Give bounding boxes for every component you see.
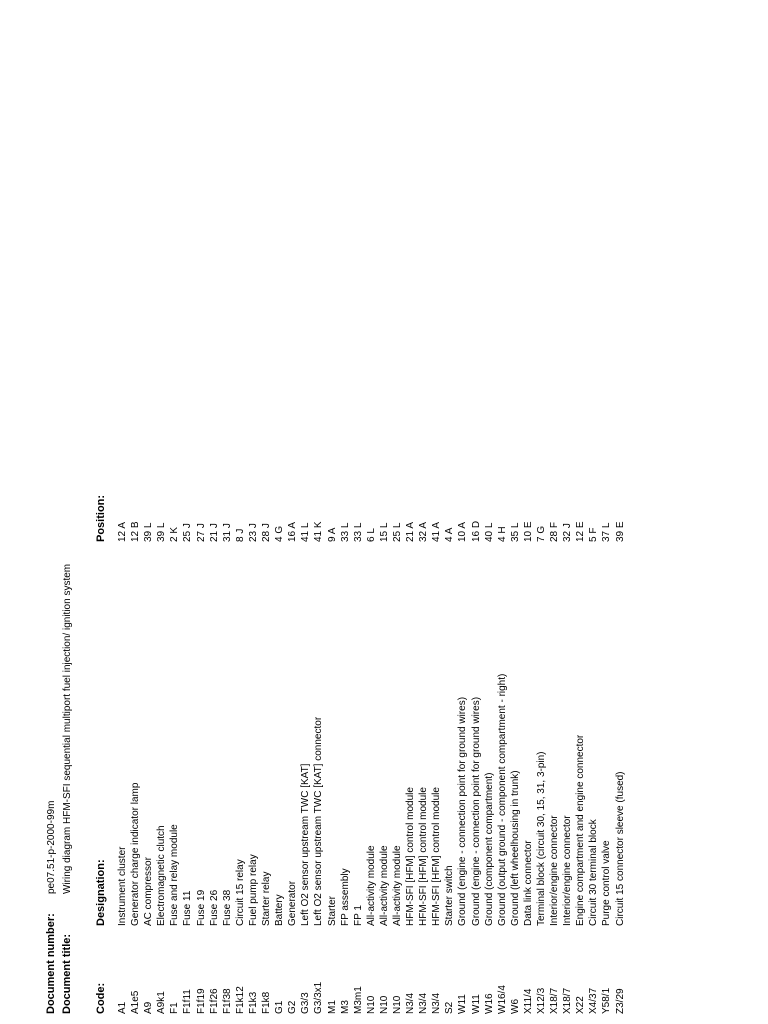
table-row	[181, 494, 194, 1014]
row-code: F1f19	[195, 988, 207, 1014]
row-designation: All-activity module	[378, 845, 390, 926]
row-designation: FP assembly	[339, 868, 351, 926]
row-code: F1k8	[261, 991, 273, 1014]
table-row	[522, 494, 535, 1014]
document-title-value: Wiring diagram HFM-SFI sequential multiport fuel injection/ ignition system	[62, 563, 73, 894]
table-row	[352, 494, 365, 1014]
table-row	[299, 494, 312, 1014]
document-title-label: Document title:	[61, 933, 73, 1014]
row-designation: Electromagnetic clutch	[156, 825, 168, 926]
table-row	[548, 494, 561, 1014]
table-row	[142, 494, 155, 1014]
row-designation: AC compressor	[143, 857, 155, 926]
row-designation: Data link connector	[522, 840, 534, 926]
row-designation: Circuit 15 connector sleeve (fused)	[614, 771, 626, 926]
row-position: 8 J	[234, 528, 246, 542]
table-row	[574, 494, 587, 1014]
row-code: W11	[457, 994, 469, 1014]
table-row	[456, 494, 469, 1014]
row-position: 10 E	[522, 521, 534, 542]
row-position: 16 D	[470, 520, 482, 542]
table-row	[496, 494, 509, 1014]
row-position: 33 L	[352, 522, 364, 542]
row-code: G2	[287, 1000, 299, 1014]
row-designation: HFM-SFI [HFM] control module	[431, 787, 443, 926]
row-position: 32 A	[418, 521, 430, 542]
component-list	[116, 494, 627, 1014]
row-code: X18/7	[562, 987, 574, 1014]
row-code: N10	[391, 995, 403, 1014]
row-code: M1	[326, 1000, 338, 1014]
row-code: X4/37	[588, 987, 600, 1014]
row-position: 7 G	[536, 525, 547, 542]
row-position: 33 L	[339, 522, 351, 542]
row-position: 41 K	[313, 521, 325, 542]
row-code: N3/4	[418, 992, 430, 1014]
row-position: 12 E	[575, 521, 587, 542]
row-code: S2	[444, 1001, 456, 1014]
row-code: X11/4	[522, 988, 534, 1014]
row-designation: Ground (component compartment)	[483, 772, 495, 926]
row-designation: Battery	[274, 894, 286, 926]
row-designation: Circuit 30 terminal block	[588, 819, 600, 926]
row-designation: Ground (left wheelhousing in trunk)	[509, 770, 521, 926]
row-code: F1f11	[182, 989, 194, 1014]
row-position: 10 A	[457, 521, 469, 542]
table-row	[365, 494, 378, 1014]
column-header-code: Code:	[95, 982, 107, 1014]
row-position: 41 A	[431, 521, 443, 542]
row-designation: Ground (output ground - component compartment - right)	[496, 673, 508, 926]
row-code: X18/7	[549, 987, 561, 1014]
row-code: W16/4	[496, 985, 508, 1014]
row-designation: Starter switch	[444, 865, 456, 926]
table-row	[234, 494, 247, 1014]
row-position: 39 L	[143, 522, 155, 542]
row-code: N10	[365, 995, 377, 1014]
row-position: 21 J	[208, 523, 220, 542]
row-designation: Starter relay	[261, 871, 273, 926]
table-row	[208, 494, 221, 1014]
row-designation: Terminal block (circuit 30, 15, 31, 3-pin)	[536, 751, 547, 926]
table-row	[116, 494, 129, 1014]
row-position: 9 A	[326, 527, 338, 542]
table-row	[129, 494, 142, 1014]
row-designation: Instrument cluster	[117, 846, 128, 926]
table-row	[404, 494, 417, 1014]
table-row	[561, 494, 574, 1014]
table-row	[378, 494, 391, 1014]
row-designation: Fuse 11	[182, 890, 194, 926]
row-code: X22	[575, 996, 587, 1014]
table-row	[221, 494, 234, 1014]
row-position: 16 A	[287, 521, 299, 542]
row-designation: Ground (engine - connection point for ground wires)	[470, 696, 482, 926]
document-number-value: pe07.51-p-2000-99m	[46, 800, 57, 894]
row-code: Y58/1	[601, 987, 613, 1014]
row-code: N10	[378, 995, 390, 1014]
row-designation: Fuse 38	[221, 889, 233, 926]
row-position: 25 L	[391, 522, 403, 542]
row-designation: Starter	[326, 895, 338, 926]
row-designation: HFM-SFI [HFM] control module	[418, 787, 430, 926]
row-position: 37 L	[601, 522, 613, 542]
row-position: 28 J	[261, 523, 273, 542]
row-position: 40 L	[483, 522, 495, 542]
row-designation: All-activity module	[365, 845, 377, 926]
row-designation: Fuse 19	[195, 889, 207, 926]
table-row	[483, 494, 496, 1014]
table-row	[600, 494, 613, 1014]
table-row	[247, 494, 260, 1014]
row-position: 2 K	[169, 526, 181, 542]
table-row	[470, 494, 483, 1014]
row-position: 28 F	[549, 521, 561, 542]
row-designation: Circuit 15 relay	[234, 859, 246, 926]
row-designation: Engine compartment and engine connector	[575, 734, 587, 926]
column-header-designation: Designation:	[95, 859, 107, 926]
table-row	[260, 494, 273, 1014]
table-row	[509, 494, 522, 1014]
row-designation: Left O2 sensor upstream TWC [KAT]	[300, 763, 312, 926]
row-position: 41 L	[300, 522, 312, 542]
table-row	[168, 494, 181, 1014]
row-code: G3/3x1	[313, 981, 325, 1014]
row-position: 4 G	[274, 525, 286, 542]
row-position: 27 J	[195, 523, 207, 542]
table-row	[273, 494, 286, 1014]
row-position: 32 J	[562, 523, 574, 542]
row-designation: Fuse and relay module	[169, 824, 181, 926]
row-code: W6	[509, 999, 521, 1014]
row-code: G3/3	[300, 992, 312, 1014]
row-code: N3/4	[431, 992, 443, 1014]
row-designation: HFM-SFI [HFM] control module	[405, 787, 417, 926]
column-header-position: Position:	[95, 494, 107, 542]
table-row	[430, 494, 443, 1014]
table-row	[443, 494, 456, 1014]
row-code: Z3/29	[614, 988, 626, 1014]
row-code: A1	[117, 1001, 128, 1014]
row-designation: Left O2 sensor upstream TWC [KAT] connector	[313, 716, 325, 926]
table-row	[535, 494, 548, 1014]
row-position: 39 E	[614, 521, 626, 542]
row-code: A1e5	[130, 990, 142, 1014]
row-designation: Generator charge indicator lamp	[130, 782, 142, 926]
row-code: M3	[339, 1000, 351, 1014]
row-position: 4 H	[496, 526, 508, 542]
row-position: 4 A	[444, 527, 456, 542]
row-code: W16	[483, 993, 495, 1014]
row-designation: FP 1	[352, 905, 364, 926]
row-code: A9k1	[156, 991, 168, 1014]
row-position: 25 J	[182, 523, 194, 542]
table-row	[195, 494, 208, 1014]
row-position: 6 L	[365, 528, 377, 542]
row-code: M3m1	[352, 986, 364, 1014]
row-code: N3/4	[405, 992, 417, 1014]
row-code: F1k12	[234, 986, 246, 1014]
table-row	[587, 494, 600, 1014]
document-number-label: Document number:	[45, 913, 57, 1014]
row-position: 31 J	[221, 523, 233, 542]
row-code: F1f38	[221, 988, 233, 1014]
row-position: 35 L	[509, 522, 521, 542]
row-code: A9	[143, 1001, 155, 1014]
row-position: 39 L	[156, 522, 168, 542]
table-row	[417, 494, 430, 1014]
row-designation: Generator	[287, 880, 299, 926]
row-designation: Interior/engine connector	[562, 815, 574, 926]
row-designation: Fuel pump relay	[247, 854, 259, 926]
row-position: 5 F	[588, 527, 600, 542]
row-designation: Interior/engine connector	[549, 815, 561, 926]
row-designation: Purge control valve	[601, 840, 613, 926]
row-designation: Ground (engine - connection point for ground wires)	[457, 696, 469, 926]
table-row	[326, 494, 339, 1014]
table-row	[286, 494, 299, 1014]
row-code: F1	[169, 1002, 181, 1014]
table-row	[391, 494, 404, 1014]
table-row	[339, 494, 352, 1014]
row-code: G1	[274, 1000, 286, 1014]
row-position: 12 B	[130, 521, 142, 542]
table-row	[155, 494, 168, 1014]
table-row	[614, 494, 627, 1014]
row-position: 21 A	[405, 521, 417, 542]
row-code: W11	[470, 994, 482, 1014]
table-row	[312, 494, 325, 1014]
row-designation: All-activity module	[391, 845, 403, 926]
row-position: 12 A	[117, 521, 128, 542]
row-code: F1k3	[247, 991, 259, 1014]
row-position: 23 J	[247, 523, 259, 542]
row-code: X12/3	[536, 987, 547, 1014]
row-code: F1f26	[208, 988, 220, 1014]
row-designation: Fuse 26	[208, 889, 220, 926]
row-position: 15 L	[378, 522, 390, 542]
